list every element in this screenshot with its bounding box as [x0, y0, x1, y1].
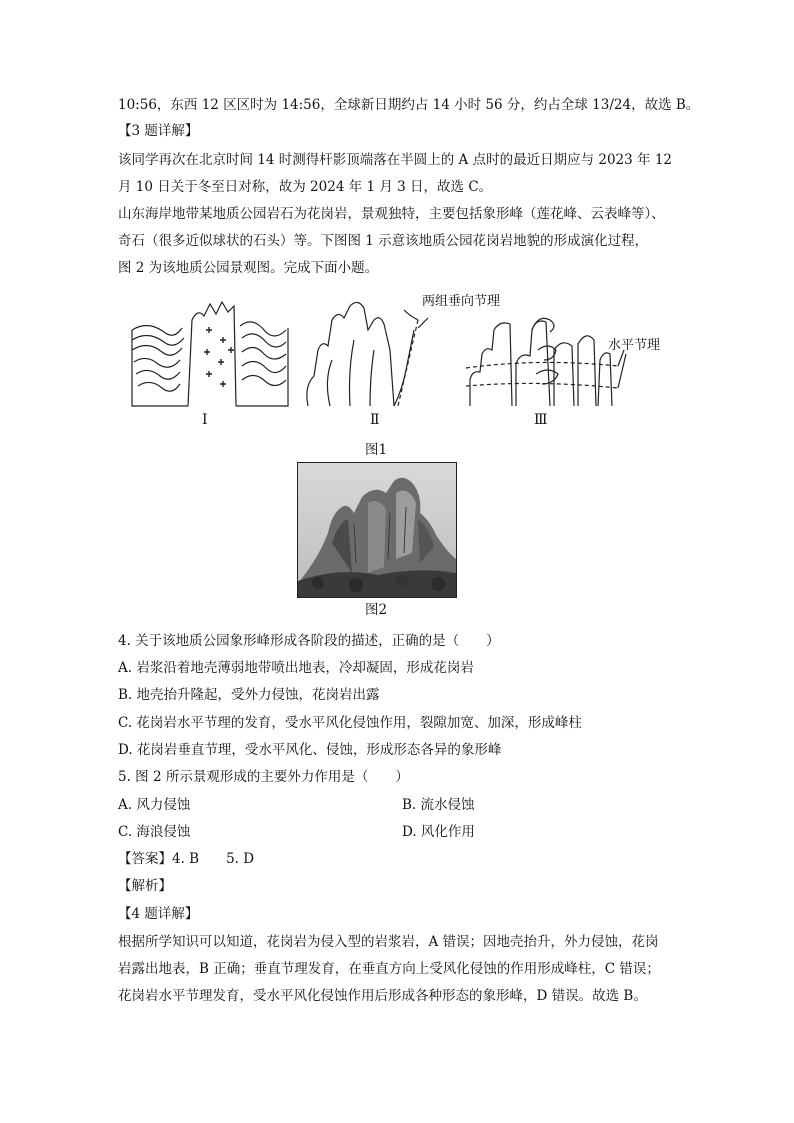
granite-peak-image	[298, 463, 456, 597]
question-5-option-d: D. 风化作用	[402, 824, 475, 840]
q4-detail-line: 根据所学知识可以知道，花岗岩为侵入型的岩浆岩，A 错误；因地壳抬升，外力侵蚀，花岗	[118, 934, 659, 950]
q4-detail-heading: 【4 题详解】	[118, 906, 199, 922]
panel-1-sketch	[132, 302, 288, 406]
q4-detail-line: 岩露出地表，B 正确；垂直节理发育，在垂直方向上受风化侵蚀的作用形成峰柱，C 错误；	[118, 961, 660, 977]
question-4-option-a: A. 岩浆沿着地壳薄弱地带喷出地表，冷却凝固，形成花岗岩	[118, 660, 474, 676]
annotation-horizontal-joints: 水平节理	[608, 338, 661, 353]
paragraph-line: 山东海岸地带某地质公园岩石为花岗岩，景观独特，主要包括象形峰（莲花峰、云表峰等）、	[118, 206, 665, 222]
question-4-option-d: D. 花岗岩垂直节理，受水平风化、侵蚀，形成形态各异的象形峰	[118, 742, 502, 758]
question-5-option-c: C. 海浪侵蚀	[118, 824, 191, 840]
figure-2-photo	[297, 462, 457, 598]
question-4-option-b: B. 地壳抬升隆起，受外力侵蚀，花岗岩出露	[118, 687, 380, 703]
figure-1	[118, 290, 698, 460]
annotation-vertical-joints: 两组垂向节理	[422, 294, 501, 309]
paragraph-line: 月 10 日关于冬至日对称，故为 2024 年 1 月 3 日，故选 C。	[118, 179, 493, 195]
analysis-heading: 【解析】	[118, 878, 172, 894]
panel-label-1: Ⅰ	[202, 412, 208, 428]
figure-1-drawing	[118, 290, 698, 460]
answer-line: 【答案】4. B 5. D	[118, 851, 255, 867]
question-5-option-a: A. 风力侵蚀	[118, 797, 191, 813]
panel-3-sketch	[470, 318, 612, 406]
panel-2-sketch	[307, 302, 428, 406]
paragraph-line: 该同学再次在北京时间 14 时测得杆影顶端落在半圆上的 A 点时的最近日期应与 2023 年 12	[118, 152, 672, 168]
panel-label-3: Ⅲ	[534, 412, 548, 428]
paragraph-line: 奇石（很多近似球状的石头）等。下图图 1 示意该地质公园花岗岩地貌的形成演化过程，	[118, 233, 649, 249]
question-5-stem: 5. 图 2 所示景观形成的主要外力作用是（ ）	[118, 769, 409, 785]
granite-crosses	[204, 327, 234, 387]
figure-1-caption: 图1	[365, 442, 388, 458]
q4-detail-line: 花岗岩水平节理发育，受水平风化侵蚀作用后形成各种形态的象形峰，D 错误。故选 B。	[118, 988, 647, 1004]
figure-2-caption: 图2	[365, 602, 388, 618]
paragraph-line: 图 2 为该地质公园景观图。完成下面小题。	[118, 260, 379, 276]
paragraph-line: 10:56，东西 12 区区时为 14:56，全球新日期约占 14 小时 56 分，约占全球 13/24，故选 B。	[118, 97, 700, 113]
question-4-option-c: C. 花岗岩水平节理的发育，受水平风化侵蚀作用，裂隙加宽、加深，形成峰柱	[118, 715, 582, 731]
question-5-option-b: B. 流水侵蚀	[402, 797, 475, 813]
section-heading-q3: 【3 题详解】	[118, 123, 199, 139]
panel-label-2: Ⅱ	[370, 412, 380, 428]
question-4-stem: 4. 关于该地质公园象形峰形成各阶段的描述，正确的是（ ）	[118, 633, 500, 649]
